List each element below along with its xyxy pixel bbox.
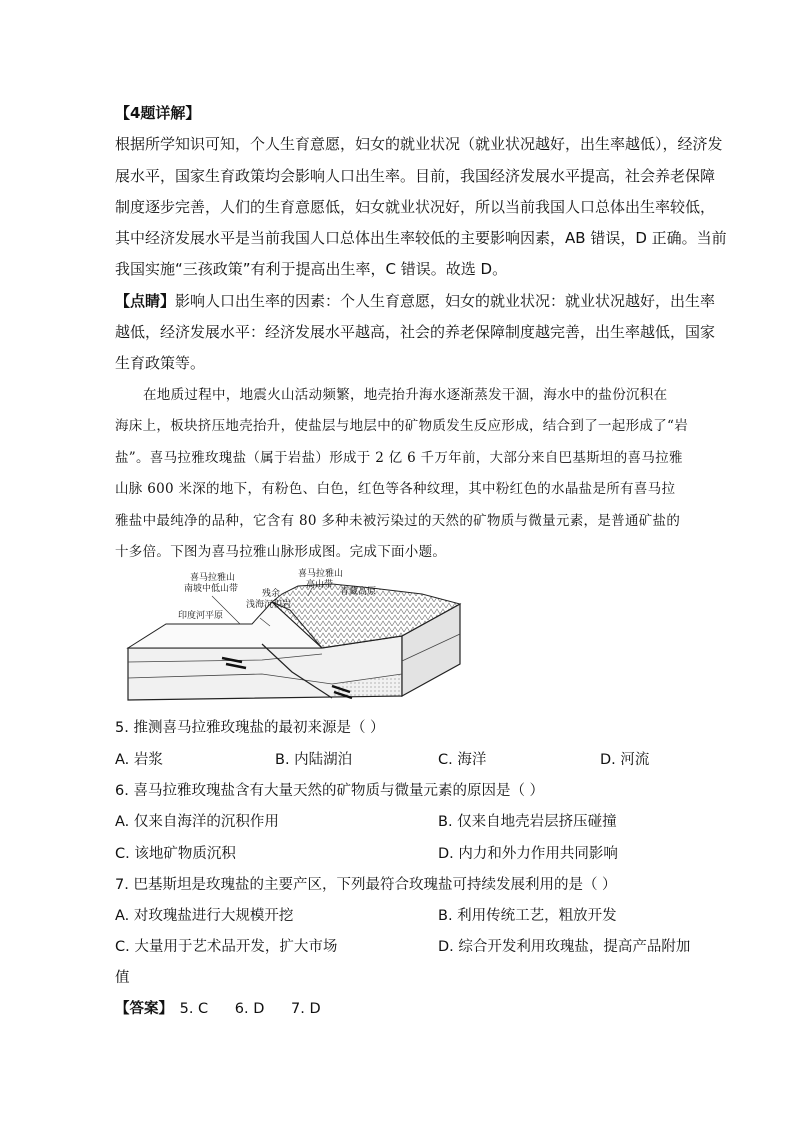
q6-option-b[interactable]: B. 仅来自地壳岩层挤压碰撞 — [438, 814, 617, 830]
dianjing-text: 影响人口出生率的因素：个人生育意愿，妇女的就业状况：就业状况越好，出生率 — [175, 292, 716, 310]
q4-explain-line: 制度逐步完善，人们的生育意愿低，妇女就业状况好，所以当前我国人口总体出生率较低， — [115, 198, 716, 216]
q4-explain-line: 其中经济发展水平是当前我国人口总体出生率较低的主要影响因素，AB 错误，D 正确。当前 — [115, 229, 727, 247]
q7-option-d-wrap: 值 — [115, 970, 130, 986]
answer-label: 【答案】 — [115, 1001, 173, 1017]
label-plateau: 青藏高原 — [340, 587, 377, 597]
q5-option-c[interactable]: C. 海洋 — [438, 752, 487, 768]
answer-line — [115, 997, 321, 1018]
q4-explain-line: 根据所学知识可知，个人生育意愿，妇女的就业状况（就业状况越好，出生率越低），经济发 — [115, 135, 723, 153]
q6-option-a[interactable]: A. 仅来自海洋的沉积作用 — [115, 814, 279, 830]
label-south-slope: 喜马拉雅山 — [190, 573, 236, 583]
q7-option-a[interactable]: A. 对玫瑰盐进行大规模开挖 — [115, 908, 294, 924]
q6-stem: 6. 喜马拉雅玫瑰盐含有大量天然的矿物质与微量元素的原因是（ ） — [115, 783, 545, 799]
label-plain: 印度河平原 — [178, 611, 224, 621]
passage-line: 海床上，板块挤压地壳抬升，使盐层与地层中的矿物质发生反应形成，结合到了一起形成了“岩 — [115, 418, 688, 434]
passage-line: 十多倍。下图为喜马拉雅山脉形成图。完成下面小题。 — [115, 544, 447, 560]
q7-option-d[interactable]: D. 综合开发利用玫瑰盐，提高产品附加 — [438, 939, 691, 955]
answer-7: 7. D — [291, 1001, 321, 1017]
answer-6: 6. D — [234, 1001, 265, 1017]
q7-option-b[interactable]: B. 利用传统工艺，粗放开发 — [438, 908, 617, 924]
q4-explain-line: 展水平，国家生育政策均会影响人口出生率。目前，我国经济发展水平提高，社会养老保障 — [115, 167, 716, 185]
label-high-mountain: 喜马拉雅山 — [298, 569, 344, 579]
passage-line: 在地质过程中，地震火山活动频繁，地壳抬升海水逐渐蒸发干涸，海水中的盐份沉积在 — [143, 387, 668, 403]
q5-option-d[interactable]: D. 河流 — [600, 752, 650, 768]
q5-option-a[interactable]: A. 岩浆 — [115, 752, 163, 768]
q6-option-c[interactable]: C. 该地矿物质沉积 — [115, 846, 236, 862]
q4-explain-line: 我国实施“三孩政策”有利于提高出生率，C 错误。故选 D。 — [115, 260, 508, 278]
label-south-slope-2: 南坡中低山带 — [184, 584, 239, 594]
q7-option-c[interactable]: C. 大量用于艺术品开发，扩大市场 — [115, 939, 338, 955]
passage-line: 山脉 600 米深的地下，有粉色、白色，红色等各种纹理，其中粉红色的水晶盐是所有喜马拉 — [115, 481, 676, 497]
passage-line: 盐”。喜马拉雅玫瑰盐（属于岩盐）形成于 2 亿 6 千万年前，大部分来自巴基斯坦的喜马拉雅 — [115, 450, 683, 466]
label-residual: 残余 — [262, 589, 281, 599]
dianjing-line: 越低，经济发展水平：经济发展水平越高，社会的养老保障制度越完善，出生率越低，国家 — [115, 323, 716, 341]
label-high-mountain-2: 高山带 — [306, 580, 334, 590]
q5-stem: 5. 推测喜马拉雅玫瑰盐的最初来源是（ ） — [115, 720, 385, 736]
label-residual-2: 浅海沉积岩 — [246, 600, 292, 610]
himalaya-formation-figure — [122, 566, 462, 708]
dianjing-line: 生育政策等。 — [115, 354, 206, 372]
q4-explain-heading: 【4题详解】 — [115, 104, 201, 122]
dianjing-first-line — [115, 291, 715, 311]
dianjing-label: 【点睛】 — [115, 292, 176, 310]
q5-option-b[interactable]: B. 内陆湖泊 — [275, 752, 353, 768]
q7-stem: 7. 巴基斯坦是玫瑰盐的主要产区，下列最符合玫瑰盐可持续发展利用的是（ ） — [115, 877, 617, 893]
answer-5: 5. C — [179, 1001, 209, 1017]
passage-line: 雅盐中最纯净的品种，它含有 80 多种未被污染过的天然的矿物质与微量元素，是普通矿盐的 — [115, 513, 681, 529]
q6-option-d[interactable]: D. 内力和外力作用共同影响 — [438, 846, 618, 862]
